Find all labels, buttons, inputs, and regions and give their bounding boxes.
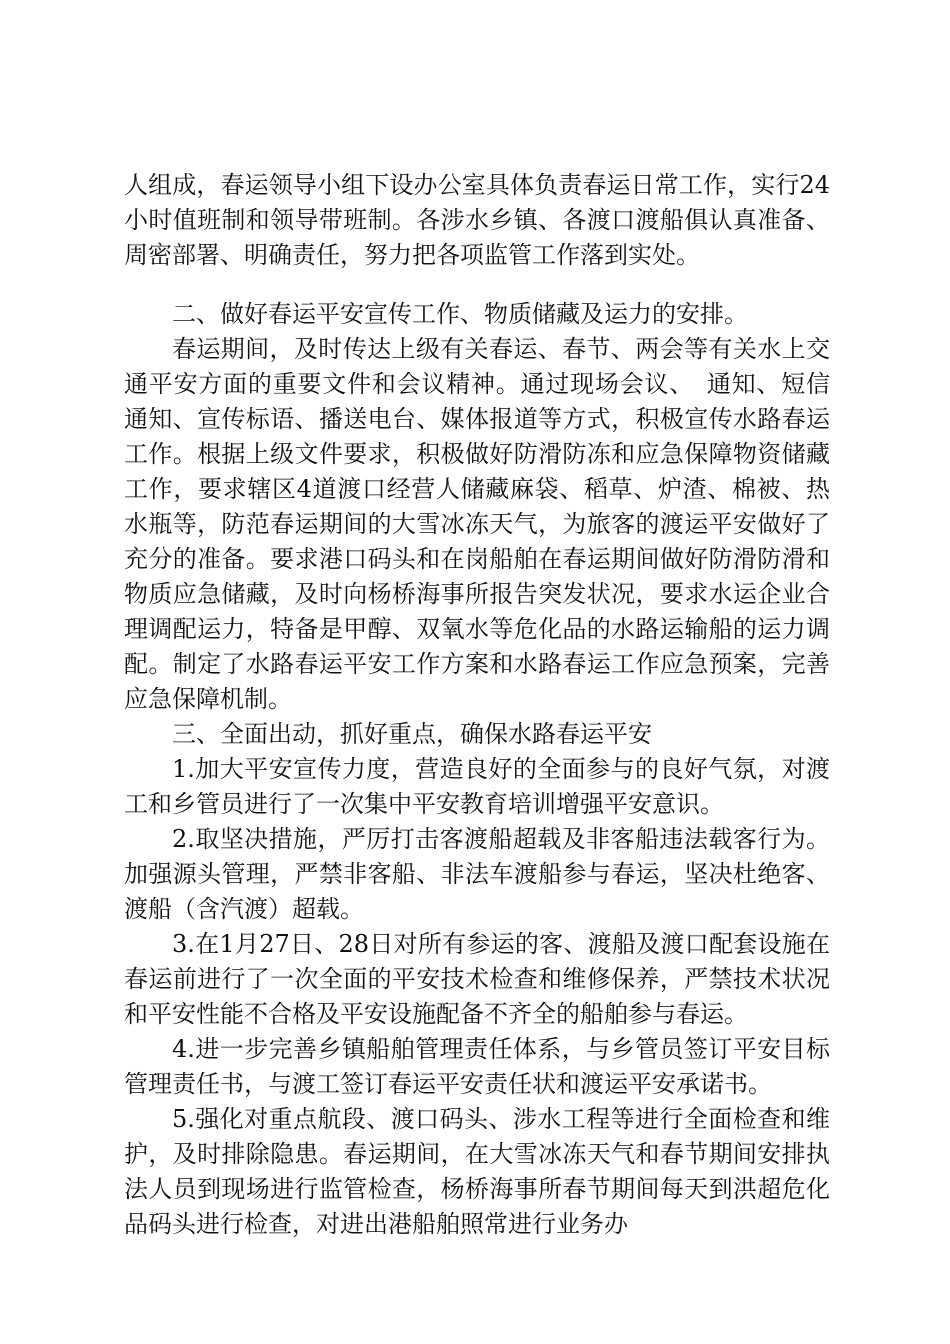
- list-item-5: 5.强化对重点航段、渡口码头、涉水工程等进行全面检查和维护，及时排除隐患。春运期间，在大雪冰冻天气和春节期间安排执法人员到现场进行监管检查，杨桥海事所春节期间每天到洪超危化品码头进行检查，对进出港船舶照常进行业务办: [124, 1105, 830, 1238]
- list-item-1: 1.加大平安宣传力度，营造良好的全面参与的良好气氛，对渡工和乡管员进行了一次集中平安教育培训增强平安意识。: [124, 755, 830, 818]
- list-item-2: 2.取坚决措施，严厉打击客渡船超载及非客船违法载客行为。加强源头管理，严禁非客船、非法车渡船参与春运，坚决杜绝客、渡船（含汽渡）超载。: [124, 825, 830, 923]
- paragraph-continuation: 人组成，春运领导小组下设办公室具体负责春运日常工作，实行24小时值班制和领导带班制。各涉水乡镇、各渡口渡船俱认真准备、周密部署、明确责任，努力把各项监管工作落到实处。: [124, 171, 830, 269]
- paragraph-publicity: 春运期间，及时传达上级有关春运、春节、两会等有关水上交通平安方面的重要文件和会议精神。通过现场会议、 通知、短信通知、宣传标语、播送电台、媒体报道等方式，积极宣传水路春运工作。根据上级文件要求，积极做好防滑防冻和应急保障物资储藏工作，要求辖区4道渡口经营人储藏麻袋、稻草、炉渣、棉被、热水瓶等，防范春运期间的大雪冰冻天气，为旅客的渡运平安做好了充分的准备。要求港口码头和在岗船舶在春运期间做好防滑防滑和物质应急储藏，及时向杨桥海事所报告突发状况，要求水运企业合理调配运力，特备是甲醇、双氧水等危化品的水路运输船的运力调配。制定了水路春运平安工作方案和水路春运工作应急预案，完善应急保障机制。: [124, 335, 830, 713]
- section-heading-2: 二、做好春运平安宣传工作、物质储藏及运力的安排。: [172, 300, 748, 328]
- section-heading-3: 三、全面出动，抓好重点，确保水路春运平安: [172, 720, 652, 748]
- list-item-4: 4.进一步完善乡镇船舶管理责任体系，与乡管员签订平安目标管理责任书，与渡工签订春运平安责任状和渡运平安承诺书。: [124, 1035, 830, 1098]
- list-item-3: 3.在1月27日、28日对所有参运的客、渡船及渡口配套设施在春运前进行了一次全面的平安技术检查和维修保养，严禁技术状况和平安性能不合格及平安设施配备不齐全的船舶参与春运。: [124, 930, 830, 1028]
- document-body: [124, 168, 830, 1242]
